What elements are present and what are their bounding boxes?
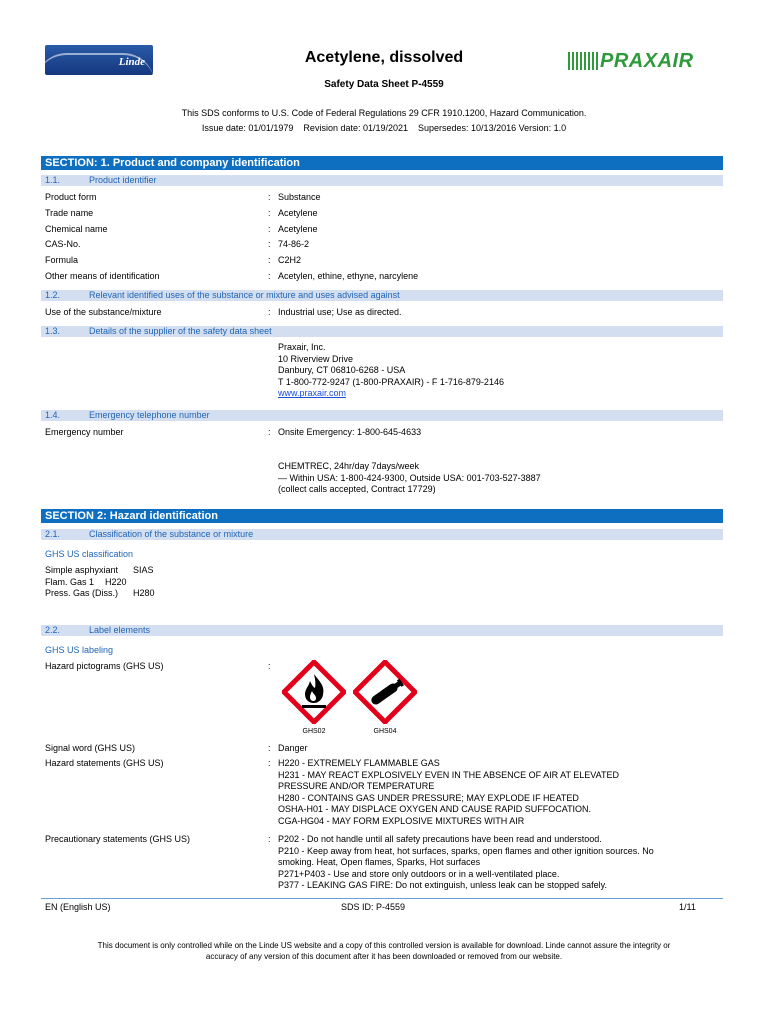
supplier-city: Danbury, CT 06810-6268 - USA: [278, 365, 406, 376]
hazard-line: CGA-HG04 - MAY FORM EXPLOSIVE MIXTURES WITH AIR: [278, 815, 525, 826]
emergency-value: Onsite Emergency: 1-800-645-4633: [278, 427, 422, 437]
precaution-line: P271+P403 - Use and store only outdoors or in a well-ventilated place.: [278, 868, 560, 879]
hazard-line: OSHA-H01 - MAY DISPLACE OXYGEN AND CAUSE RAPID SUFFOCATION.: [278, 804, 592, 815]
class-name: Press. Gas (Diss.): [45, 588, 119, 599]
subsection-1-3: [41, 326, 723, 337]
subsection-number: 1.3.: [45, 326, 61, 336]
hazard-line: H231 - MAY REACT EXPLOSIVELY EVEN IN THE ABSENCE OF AIR AT ELEVATED: [278, 769, 619, 780]
section-1-header: SECTION: 1. Product and company identification: [41, 156, 723, 170]
row-value: Acetylen, ethine, ethyne, narcylene: [278, 271, 419, 281]
revision-dates: Issue date: 01/01/1979 Revision date: 01/19/2021 Supersedes: 10/13/2016 Version: 1.0: [201, 123, 567, 133]
subsection-title: Relevant identified uses of the substance or mixture and uses advised against: [89, 290, 400, 300]
supplier-website-link[interactable]: www.praxair.com: [278, 388, 347, 399]
signal-word-label: Signal word (GHS US): [45, 743, 136, 753]
supplier-name: Praxair, Inc.: [278, 342, 326, 352]
row-colon: :: [268, 192, 271, 202]
row-colon: :: [268, 271, 271, 281]
ghs-labeling-heading: GHS US labeling: [45, 645, 114, 655]
row-value: C2H2: [278, 255, 302, 265]
pictogram-code: GHS02: [302, 728, 326, 735]
section-2-header: SECTION 2: Hazard identification: [41, 509, 723, 523]
pictogram-code: GHS04: [373, 728, 397, 735]
disclaimer-line: This document is only controlled while on the Linde US website and a copy of this controlled version is available for download. Linde cannot assure the integrity or: [97, 941, 671, 950]
precautionary-statements: [278, 834, 654, 892]
row-label: Product form: [45, 192, 97, 202]
ghs-classes: [45, 565, 155, 600]
ghs02-pictogram: [282, 660, 346, 740]
chemtrec-line: (collect calls accepted, Contract 17729): [278, 484, 436, 495]
subsection-number: 1.1.: [45, 175, 61, 185]
chemtrec-line: CHEMTREC, 24hr/day 7days/week: [278, 461, 420, 471]
chemtrec-line: — Within USA: 1-800-424-9300, Outside USA: 001-703-527-3887: [278, 472, 541, 483]
row-value: Substance: [278, 192, 321, 202]
pictograms-label: Hazard pictograms (GHS US): [45, 661, 164, 671]
row-label: Other means of identification: [45, 271, 160, 281]
disclaimer-line: accuracy of any version of this document after it has been downloaded or removed from our website.: [205, 951, 563, 961]
row-value: 74-86-2: [278, 239, 310, 249]
supplier-address: [278, 342, 504, 400]
conformance-statement: This SDS conforms to U.S. Code of Federal Regulations 29 CFR 1910.1200, Hazard Communication.: [181, 108, 587, 118]
footer-sds-id: SDS ID: P-4559: [341, 902, 406, 912]
subsection-1-1: [41, 175, 723, 186]
praxair-logo: [568, 51, 694, 71]
subsection-number: 2.2.: [45, 625, 61, 635]
precaution-line: P210 - Keep away from heat, hot surfaces, sparks, open flames and other ignition sources. No: [278, 845, 654, 856]
subsection-title: Product identifier: [89, 175, 157, 185]
emergency-label: Emergency number: [45, 427, 124, 437]
subsection-title: Label elements: [89, 625, 151, 635]
subsection-title: Emergency telephone number: [89, 410, 210, 420]
class-code: H280: [133, 588, 155, 599]
disclaimer: [0, 941, 768, 962]
class-name: Flam. Gas 1: [45, 576, 95, 587]
row-value: Acetylene: [278, 208, 318, 218]
subsection-number: 2.1.: [45, 529, 61, 539]
class-code: SIAS: [133, 565, 154, 575]
row-colon: :: [268, 661, 271, 671]
hazard-line: H280 - CONTAINS GAS UNDER PRESSURE; MAY EXPLODE IF HEATED: [278, 792, 579, 803]
hazard-line: PRESSURE AND/OR TEMPERATURE: [278, 781, 435, 792]
row-colon: :: [268, 743, 271, 753]
row-value: Acetylene: [278, 224, 318, 234]
footer-page-number: 1/11: [679, 902, 696, 912]
precautionary-statements-label: Precautionary statements (GHS US): [45, 834, 191, 844]
supplier-phone: T 1-800-772-9247 (1-800-PRAXAIR) - F 1-716-879-2146: [278, 376, 504, 387]
use-label: Use of the substance/mixture: [45, 307, 162, 317]
ghs04-pictogram: [353, 660, 417, 740]
linde-logo-text: Linde: [118, 56, 145, 68]
row-colon: :: [268, 834, 271, 844]
row-label: CAS-No.: [45, 239, 81, 249]
class-code: H220: [105, 576, 127, 587]
row-label: Formula: [45, 255, 79, 265]
use-value: Industrial use; Use as directed.: [278, 307, 402, 317]
row-colon: :: [268, 208, 271, 218]
row-colon: :: [268, 758, 271, 768]
subsection-number: 1.2.: [45, 290, 61, 300]
row-colon: :: [268, 255, 271, 265]
subsection-2-2: [41, 625, 723, 636]
footer-language: EN (English US): [45, 902, 111, 912]
praxair-stripes-icon: [568, 52, 598, 70]
footer-divider: [41, 898, 723, 899]
sds-number: Safety Data Sheet P-4559: [324, 79, 444, 90]
subsection-number: 1.4.: [45, 410, 61, 420]
ghs-classification-heading: GHS US classification: [45, 549, 134, 559]
subsection-title: Classification of the substance or mixture: [89, 529, 254, 539]
class-name: Simple asphyxiant: [45, 565, 119, 575]
row-colon: :: [268, 239, 271, 249]
row-colon: :: [268, 307, 271, 317]
row-colon: :: [268, 427, 271, 437]
hazard-statements-label: Hazard statements (GHS US): [45, 758, 164, 768]
row-label: Chemical name: [45, 224, 108, 234]
hazard-line: H220 - EXTREMELY FLAMMABLE GAS: [278, 758, 440, 768]
precaution-line: P377 - LEAKING GAS FIRE: Do not extinguish, unless leak can be stopped safely.: [278, 880, 608, 891]
praxair-logo-text: PRAXAIR: [600, 49, 694, 72]
gas-cylinder-pictogram-icon: [353, 660, 417, 724]
supplier-street: 10 Riverview Drive: [278, 353, 354, 364]
row-colon: :: [268, 224, 271, 234]
flame-pictogram-icon: [282, 660, 346, 724]
precaution-line: smoking. Heat, Open flames, Sparks, Hot surfaces: [278, 857, 481, 868]
document-title: Acetylene, dissolved: [304, 49, 464, 66]
subsection-2-1: [41, 529, 723, 540]
precaution-line: P202 - Do not handle until all safety precautions have been read and understood.: [278, 834, 602, 844]
subsection-1-2: [41, 290, 723, 301]
subsection-title: Details of the supplier of the safety data sheet: [89, 326, 272, 336]
signal-word-value: Danger: [278, 743, 308, 753]
row-label: Trade name: [45, 208, 94, 218]
subsection-1-4: [41, 410, 723, 421]
hazard-statements: [278, 758, 619, 828]
chemtrec-info: [278, 461, 541, 496]
